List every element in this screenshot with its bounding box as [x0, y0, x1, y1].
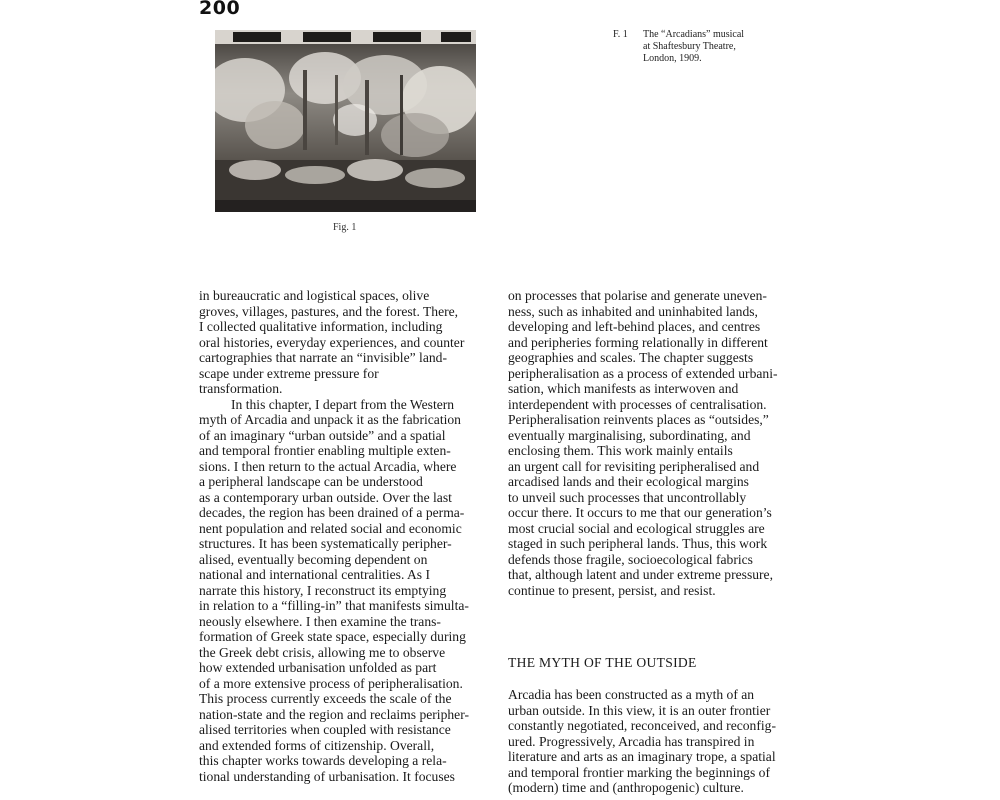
text-line: occur there. It occurs to me that our generation’s	[508, 505, 772, 520]
text-line: This process currently exceeds the scale of the	[199, 691, 452, 706]
text-line: eventually marginalising, subordinating, and	[508, 427, 751, 443]
caption-line: London, 1909.	[643, 53, 702, 64]
text-line: of a more extensive process of peripheralisation.	[199, 675, 463, 691]
text-line: peripheralisation as a process of extended urbani-	[508, 365, 778, 381]
text-line: in bureaucratic and logistical spaces, olive	[199, 288, 430, 303]
text-line: and temporal frontier marking the beginnings of	[508, 764, 770, 780]
text-line: narrate this history, I reconstruct its emptying	[199, 582, 447, 598]
text-line: urban outside. In this view, it is an outer frontier	[508, 702, 771, 718]
text-line: and extended forms of citizenship. Overall,	[199, 737, 435, 753]
text-line: a peripheral landscape can be understood	[199, 474, 423, 489]
text-line: that, although latent and under extreme pressure,	[508, 567, 773, 582]
text-line: neously elsewhere. I then examine the trans-	[199, 613, 441, 629]
text-line: as a contemporary urban outside. Over the last	[199, 489, 452, 505]
text-line: scape under extreme pressure for	[199, 365, 379, 381]
text-line: (modern) time and (anthropogenic) culture.	[508, 780, 744, 795]
text-line: to unveil such processes that uncontrollably	[508, 489, 747, 505]
figure-label: Fig. 1	[333, 222, 357, 233]
text-line: enclosing them. This work mainly entails	[508, 443, 733, 458]
caption-line: at Shaftesbury Theatre,	[643, 41, 736, 52]
text-line: constantly negotiated, reconceived, and reconfig-	[508, 718, 776, 733]
text-line: In this chapter, I depart from the Western	[231, 396, 455, 412]
text-line: how extended urbanisation unfolded as part	[199, 660, 437, 675]
text-line: sation, which manifests as interwoven and	[508, 381, 739, 396]
text-line: decades, the region has been drained of a perma-	[199, 505, 465, 520]
text-line: Arcadia has been constructed as a myth of an	[508, 687, 755, 702]
text-line: formation of Greek state space, especially during	[199, 629, 466, 644]
text-line: tional understanding of urbanisation. It focuses	[199, 768, 455, 784]
text-line: cartographies that narrate an “invisible” land-	[199, 350, 447, 365]
text-line: ured. Progressively, Arcadia has transpired in	[508, 733, 755, 749]
text-line: literature and arts as an imaginary trope, a spatial	[508, 749, 776, 764]
text-line: I collected qualitative information, including	[199, 319, 443, 334]
text-line: ness, such as inhabited and uninhabited lands,	[508, 303, 758, 319]
section-heading: THE MYTH OF THE OUTSIDE	[508, 655, 697, 670]
text-line: myth of Arcadia and unpack it as the fabrication	[199, 412, 461, 427]
text-line: alised territories when coupled with resistance	[199, 722, 451, 737]
text-line: the Greek debt crisis, allowing me to observe	[199, 644, 446, 660]
text-line: nation-state and the region and reclaims peripher-	[199, 706, 469, 722]
caption-number: F. 1	[613, 29, 628, 40]
body-text-right-column	[508, 288, 808, 598]
text-line: and temporal frontier enabling multiple exten-	[199, 443, 451, 458]
text-line: most crucial social and ecological struggles are	[508, 520, 765, 536]
text-line: this chapter works towards developing a rela-	[199, 753, 447, 768]
text-line: arcadised lands and their ecological margins	[508, 474, 749, 489]
section-body-text	[508, 687, 808, 796]
text-line: developing and left-behind places, and centres	[508, 319, 761, 334]
text-line: national and international centralities. As I	[199, 567, 431, 582]
page-number: 200	[199, 0, 241, 19]
text-line: of an imaginary “urban outside” and a spatial	[199, 427, 446, 443]
figure-photo	[215, 30, 476, 212]
text-line: staged in such peripheral lands. Thus, this work	[508, 536, 768, 551]
text-line: defends those fragile, socioecological fabrics	[508, 551, 753, 567]
text-line: transformation.	[199, 381, 283, 396]
text-line: in relation to a “filling-in” that manifests simulta-	[199, 598, 469, 613]
text-line: sions. I then return to the actual Arcadia, where	[199, 458, 457, 474]
text-line: an urgent call for revisiting peripheralised and	[508, 458, 760, 474]
text-line: alised, eventually becoming dependent on	[199, 551, 428, 567]
text-line: Peripheralisation reinvents places as “outsides,”	[508, 412, 769, 427]
caption-line: The “Arcadians” musical	[643, 29, 745, 40]
text-line: interdependent with processes of centralisation.	[508, 396, 767, 412]
text-line: nent population and related social and economic	[199, 520, 462, 536]
text-line: on processes that polarise and generate uneven-	[508, 288, 767, 303]
caption-text	[643, 29, 793, 65]
text-line: groves, villages, pastures, and the forest. There,	[199, 303, 459, 319]
figure-caption	[613, 29, 793, 65]
text-line: geographies and scales. The chapter suggests	[508, 350, 754, 365]
body-text-left-column	[199, 288, 499, 784]
text-line: oral histories, everyday experiences, and counter	[199, 334, 465, 350]
text-line: continue to present, persist, and resist.	[508, 582, 716, 598]
arcadians-stage-image	[215, 30, 476, 212]
text-line: and peripheries forming relationally in different	[508, 334, 768, 350]
text-line: structures. It has been systematically peripher-	[199, 536, 452, 551]
